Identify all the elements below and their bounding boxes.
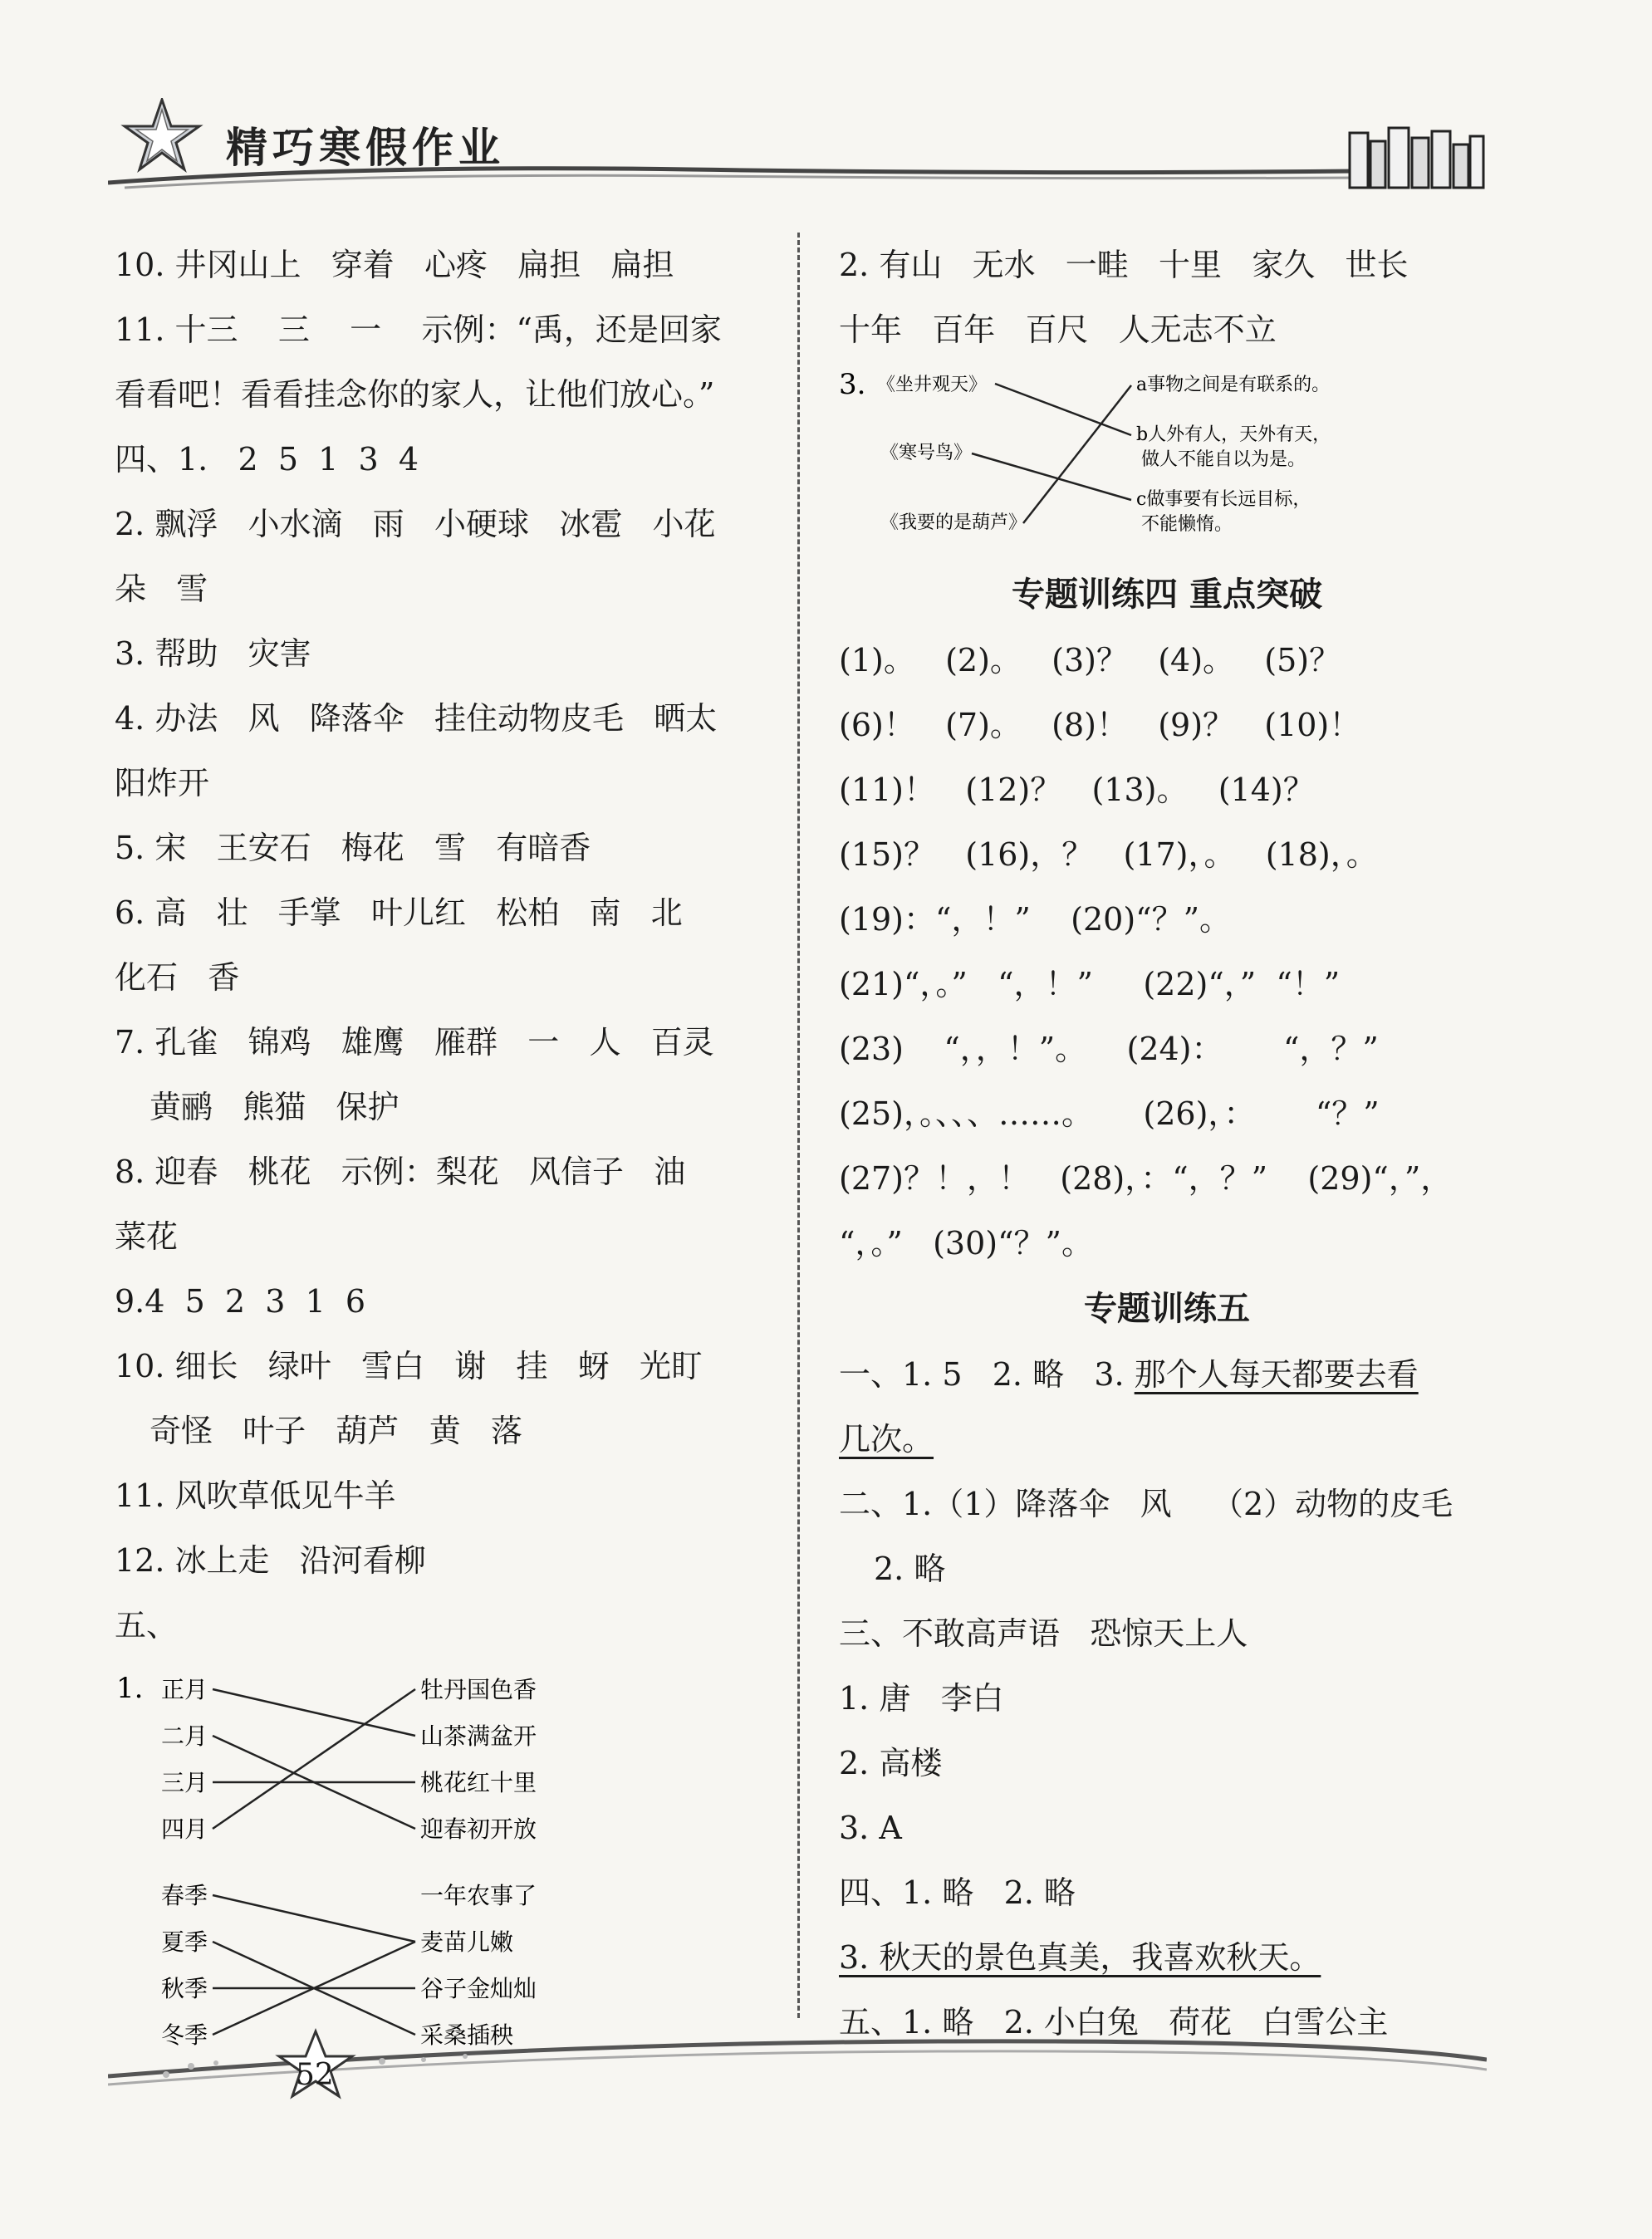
month-label: 四月 [161, 1815, 208, 1843]
answer-line: 看看吧！看看挂念你的家人，让他们放心。” [115, 376, 715, 413]
answer-line: (19)：“，！” (20)“？”。 [839, 901, 1232, 938]
column-divider [797, 233, 800, 2018]
page-number: 52 [296, 2058, 334, 2092]
answer-line: 3. 帮助 灾害 [115, 635, 311, 672]
answer-line: (1)。 (2)。 (3)？ (4)。 (5)？ [839, 642, 1341, 679]
moral-label: 做人不能自以为是。 [1141, 449, 1306, 470]
answer-line: 6. 高 壮 手掌 叶儿红 松柏 南 北 [115, 894, 683, 931]
answer-line: 化石 香 [115, 959, 240, 996]
left-column [115, 233, 779, 1658]
answer-line: 3. A [839, 1810, 902, 1846]
answer-line [839, 1342, 1495, 1407]
month-label: 三月 [161, 1769, 208, 1796]
season-answer: 一年农事了 [420, 1882, 537, 1909]
answer-line: 五、1. 略 2. 小白兔 荷花 白雪公主 [839, 2004, 1389, 2041]
answer-line: 菜花 [115, 1218, 179, 1255]
season-answer: 采桑插秧 [420, 2021, 514, 2049]
answer-line: “，。” (30)“？”。 [839, 1225, 1093, 1262]
books-icon [1346, 125, 1487, 194]
match-number: 1. [116, 1672, 144, 1705]
answer-line: 2. 有山 无水 一畦 十里 家久 世长 [839, 247, 1409, 283]
answer-line: (25)，。、、、……。 (26)，： “？” [839, 1095, 1380, 1132]
answer-line [839, 1925, 1495, 1990]
answer-line: 1. 唐 李白 [839, 1680, 1004, 1717]
answer-line: 4. 办法 风 降落伞 挂住动物皮毛 晒太 [115, 700, 718, 737]
story-label: 《坐井观天》 [877, 375, 988, 395]
answer-line: 奇怪 叶子 葫芦 黄 落 [150, 1413, 522, 1449]
month-answer: 迎春初开放 [420, 1815, 537, 1843]
answer-line: 10. 细长 绿叶 雪白 谢 挂 蚜 光盯 [115, 1348, 703, 1384]
season-answer: 麦苗儿嫩 [420, 1928, 514, 1956]
underlined-answer: 几次。 [839, 1421, 934, 1458]
answer-line: 5. 宋 王安石 梅花 雪 有暗香 [115, 830, 591, 866]
answer-line: 黄鹂 熊猫 保护 [150, 1089, 400, 1125]
answer-line: 四、1. 2 5 1 3 4 [115, 441, 419, 478]
answer-line: 8. 迎春 桃花 示例：梨花 风信子 油 [115, 1154, 686, 1190]
section-title: 专题训练四 重点突破 [1012, 576, 1322, 614]
answer-line: 11. 风吹草低见牛羊 [115, 1477, 396, 1514]
answer-line: (11)！ (12)？ (13)。 (14)？ [839, 772, 1315, 808]
season-label: 秋季 [161, 1975, 208, 2002]
answer-line: (21)“，。” “，！” (22)“，” “！” [839, 966, 1341, 1002]
section-title: 专题训练五 [1084, 1290, 1250, 1328]
answer-line: (15)？ (16)，？ (17)，。 (18)，。 [839, 836, 1378, 873]
story-label: 《我要的是葫芦》 [880, 512, 1027, 533]
month-answer: 牡丹国色香 [420, 1676, 537, 1703]
season-answer: 谷子金灿灿 [420, 1975, 537, 2002]
answer-text: 一、1. 5 2. 略 3. [839, 1356, 1135, 1393]
answer-line: 十年 百年 百尺 人无志不立 [839, 311, 1277, 348]
underlined-answer: 那个人每天都要去看 [1134, 1356, 1419, 1393]
answer-line: (27)？！，！ (28)，：“，？” (29)“，”， [839, 1160, 1453, 1197]
matching-diagram-stories [839, 365, 1387, 548]
season-connector-lines [213, 1895, 415, 2035]
answer-line: (23) “，，！”。 (24)： “，？” [839, 1031, 1379, 1067]
matching-diagram-months-seasons [115, 1669, 613, 2068]
season-label: 冬季 [161, 2021, 208, 2049]
moral-label: c做事要有长远目标， [1136, 489, 1311, 510]
answer-line: 2. 高楼 [839, 1745, 943, 1781]
answer-line: 五、 [115, 1607, 179, 1644]
story-label: 《寒号鸟》 [880, 443, 973, 463]
header-swoosh [108, 158, 1354, 194]
story-connector-lines [972, 384, 1131, 523]
answer-line: (6)！ (7)。 (8)！ (9)？ (10)！ [839, 707, 1361, 743]
moral-label: 不能懒惰。 [1141, 514, 1233, 535]
month-label: 正月 [161, 1676, 208, 1703]
answer-line: 朵 雪 [115, 571, 208, 607]
month-answer: 桃花红十里 [420, 1769, 537, 1796]
answer-line: 10. 井冈山上 穿着 心疼 扁担 扁担 [115, 247, 674, 283]
answer-line: 2. 略 [874, 1551, 946, 1587]
answer-line: 12. 冰上走 沿河看柳 [115, 1542, 426, 1579]
moral-label: b人外有人，天外有天， [1136, 424, 1331, 445]
header-title: 精巧寒假作业 [226, 124, 505, 172]
answer-line: 2. 飘浮 小水滴 雨 小硬球 冰雹 小花 [115, 506, 716, 542]
match-number: 3. [839, 368, 866, 401]
season-label: 春季 [161, 1882, 208, 1909]
answer-line: 三、不敢高声语 恐惊天上人 [839, 1615, 1248, 1652]
answer-line: 阳炸开 [115, 765, 210, 801]
answer-line [839, 1407, 1495, 1472]
answer-line: 7. 孔雀 锦鸡 雄鹰 雁群 一 人 百灵 [115, 1024, 714, 1061]
underlined-answer: 3. 秋天的景色真美，我喜欢秋天。 [839, 1939, 1321, 1976]
answer-line: 四、1. 略 2. 略 [839, 1874, 1076, 1911]
season-label: 夏季 [161, 1928, 208, 1956]
answer-line: 11. 十三 三 一 示例：“禹，还是回家 [115, 311, 722, 348]
answer-line: 9.4 5 2 3 1 6 [115, 1283, 366, 1320]
month-label: 二月 [161, 1722, 208, 1750]
answer-line: 二、1.（1）降落伞 风 （2）动物的皮毛 [839, 1486, 1453, 1522]
month-connector-lines [213, 1689, 415, 1829]
month-answer: 山茶满盆开 [420, 1722, 537, 1750]
moral-label: a事物之间是有联系的。 [1136, 375, 1331, 395]
